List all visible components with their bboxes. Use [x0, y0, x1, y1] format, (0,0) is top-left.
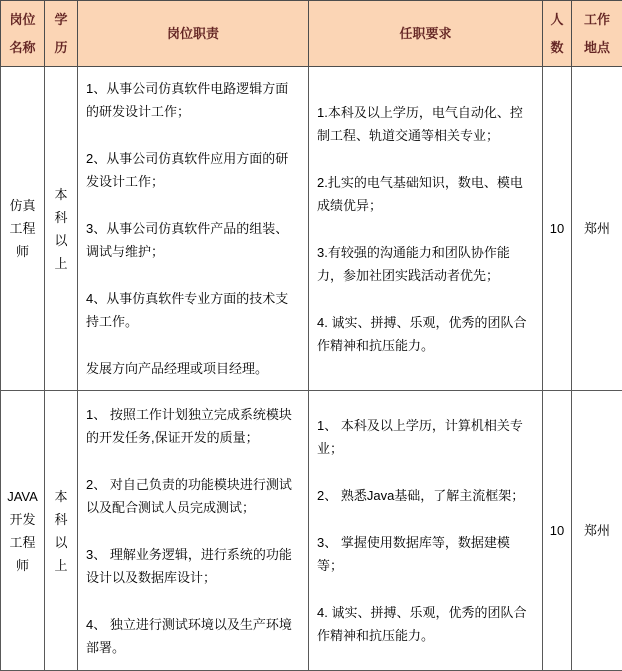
header-requirements: 任职要求 [309, 1, 543, 67]
header-location: 工作地点 [572, 1, 622, 67]
cell-education: 本科以上 [45, 67, 78, 391]
table-row-simulation-engineer [1, 67, 622, 391]
paragraph: 3、 掌握使用数据库等，数据建模等； [317, 531, 534, 577]
paragraph: 2、 熟悉Java基础，了解主流框架； [317, 484, 534, 507]
paragraph: 4. 诚实、拼搏、乐观，优秀的团队合作精神和抗压能力。 [317, 311, 534, 357]
header-position: 岗位名称 [1, 1, 45, 67]
table-row-java-engineer [1, 391, 622, 671]
paragraph: 4、从事仿真软件专业方面的技术支持工作。 [86, 287, 300, 333]
cell-requirements [309, 67, 543, 391]
paragraph: 1、 本科及以上学历，计算机相关专业； [317, 414, 534, 460]
cell-location: 郑州 [572, 67, 622, 391]
paragraph: 1、从事公司仿真软件电路逻辑方面的研发设计工作； [86, 77, 300, 123]
cell-duties [78, 391, 309, 671]
header-education: 学历 [45, 1, 78, 67]
header-row [1, 1, 622, 67]
paragraph: 发展方向产品经理或项目经理。 [86, 357, 300, 380]
cell-position: 仿真工程师 [1, 67, 45, 391]
paragraph: 4、 独立进行测试环境以及生产环境部署。 [86, 613, 300, 659]
paragraph: 2、 对自己负责的功能模块进行测试以及配合测试人员完成测试； [86, 473, 300, 519]
cell-headcount: 10 [543, 67, 572, 391]
paragraph: 3、从事公司仿真软件产品的组装、调试与维护； [86, 217, 300, 263]
paragraph: 3.有较强的沟通能力和团队协作能力，参加社团实践活动者优先； [317, 241, 534, 287]
cell-position: JAVA开发工程师 [1, 391, 45, 671]
cell-requirements [309, 391, 543, 671]
paragraph: 1、 按照工作计划独立完成系统模块的开发任务,保证开发的质量； [86, 403, 300, 449]
paragraph: 2、从事公司仿真软件应用方面的研发设计工作； [86, 147, 300, 193]
cell-education: 本科以上 [45, 391, 78, 671]
cell-headcount: 10 [543, 391, 572, 671]
cell-duties [78, 67, 309, 391]
cell-location: 郑州 [572, 391, 622, 671]
paragraph: 1.本科及以上学历，电气自动化、控制工程、轨道交通等相关专业； [317, 101, 534, 147]
header-duties: 岗位职责 [78, 1, 309, 67]
paragraph: 3、 理解业务逻辑，进行系统的功能设计以及数据库设计； [86, 543, 300, 589]
header-headcount: 人数 [543, 1, 572, 67]
paragraph: 2.扎实的电气基础知识，数电、模电成绩优异； [317, 171, 534, 217]
paragraph: 4. 诚实、拼搏、乐观，优秀的团队合作精神和抗压能力。 [317, 601, 534, 647]
